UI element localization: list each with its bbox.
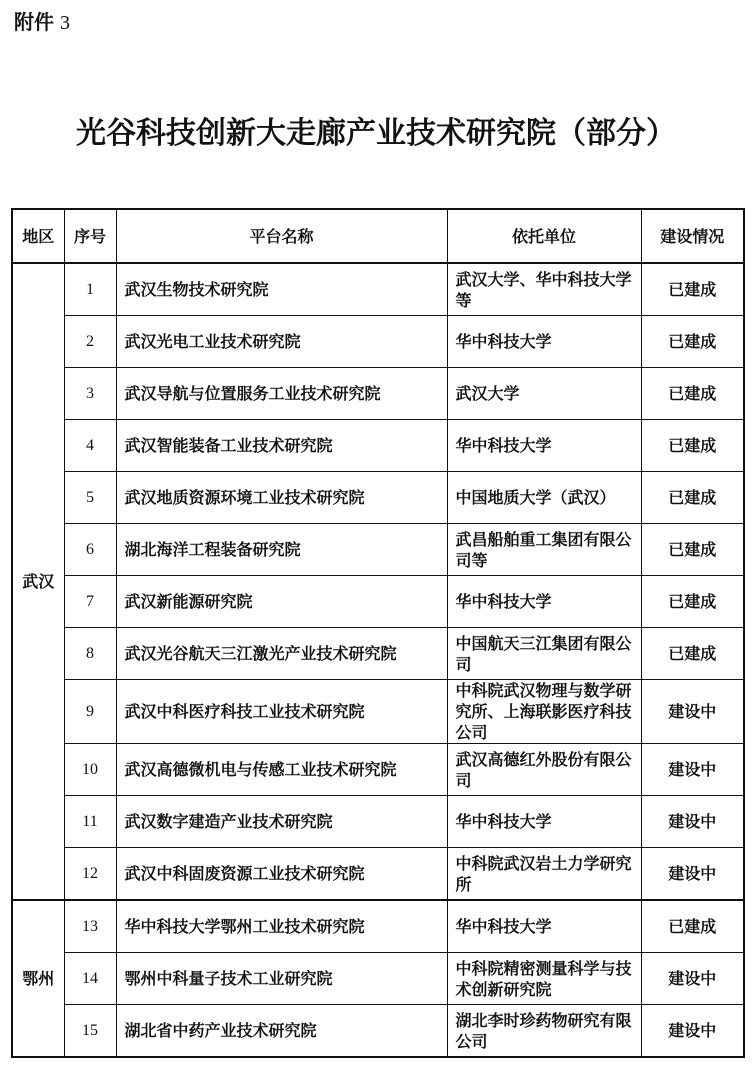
table-row (12, 524, 744, 576)
table-row (12, 900, 744, 953)
table-row (12, 263, 744, 316)
table-row (12, 848, 744, 901)
seq-cell: 10 (64, 744, 116, 796)
header-region: 地区 (12, 209, 64, 263)
header-unit: 依托单位 (447, 209, 641, 263)
platform-name-cell: 武汉数字建造产业技术研究院 (116, 796, 447, 848)
header-seq: 序号 (64, 209, 116, 263)
page-title: 光谷科技创新大走廊产业技术研究院（部分） (76, 116, 676, 151)
table-row (12, 744, 744, 796)
table-row (12, 680, 744, 744)
unit-cell: 武汉高德红外股份有限公司 (447, 744, 641, 796)
table-row (12, 796, 744, 848)
status-cell: 建设中 (641, 680, 744, 744)
region-cell: 武汉 (12, 263, 64, 900)
unit-cell: 华中科技大学 (447, 900, 641, 953)
unit-cell: 华中科技大学 (447, 796, 641, 848)
unit-cell: 中国航天三江集团有限公司 (447, 628, 641, 680)
platform-name-cell: 武汉生物技术研究院 (116, 263, 447, 316)
table-header-row (12, 209, 744, 263)
status-cell: 已建成 (641, 900, 744, 953)
platform-name-cell: 鄂州中科量子技术工业研究院 (116, 953, 447, 1005)
status-cell: 建设中 (641, 1005, 744, 1058)
header-name: 平台名称 (116, 209, 447, 263)
attachment-number: 3 (60, 12, 70, 34)
status-cell: 已建成 (641, 576, 744, 628)
status-cell: 已建成 (641, 420, 744, 472)
seq-cell: 9 (64, 680, 116, 744)
attachment-text: 附件 (14, 10, 54, 34)
seq-cell: 4 (64, 420, 116, 472)
status-cell: 已建成 (641, 316, 744, 368)
platform-name-cell: 武汉新能源研究院 (116, 576, 447, 628)
unit-cell: 华中科技大学 (447, 420, 641, 472)
table-row (12, 1005, 744, 1058)
unit-cell: 中科院武汉岩土力学研究所 (447, 848, 641, 901)
status-cell: 建设中 (641, 848, 744, 901)
table-row (12, 628, 744, 680)
table-row (12, 368, 744, 420)
seq-cell: 13 (64, 900, 116, 953)
platform-name-cell: 湖北省中药产业技术研究院 (116, 1005, 447, 1058)
seq-cell: 14 (64, 953, 116, 1005)
platform-name-cell: 武汉光谷航天三江激光产业技术研究院 (116, 628, 447, 680)
status-cell: 建设中 (641, 744, 744, 796)
table-row (12, 576, 744, 628)
platform-name-cell: 武汉中科固废资源工业技术研究院 (116, 848, 447, 901)
attachment-label (14, 6, 70, 35)
platform-name-cell: 武汉光电工业技术研究院 (116, 316, 447, 368)
seq-cell: 3 (64, 368, 116, 420)
status-cell: 建设中 (641, 953, 744, 1005)
platform-name-cell: 武汉地质资源环境工业技术研究院 (116, 472, 447, 524)
status-cell: 已建成 (641, 368, 744, 420)
table-row (12, 420, 744, 472)
status-cell: 已建成 (641, 524, 744, 576)
header-status: 建设情况 (641, 209, 744, 263)
table-row (12, 953, 744, 1005)
unit-cell: 华中科技大学 (447, 576, 641, 628)
region-cell: 鄂州 (12, 900, 64, 1057)
unit-cell: 华中科技大学 (447, 316, 641, 368)
unit-cell: 武昌船舶重工集团有限公司等 (447, 524, 641, 576)
unit-cell: 中科院精密测量科学与技术创新研究院 (447, 953, 641, 1005)
platform-name-cell: 武汉中科医疗科技工业技术研究院 (116, 680, 447, 744)
table-row (12, 472, 744, 524)
status-cell: 已建成 (641, 263, 744, 316)
seq-cell: 12 (64, 848, 116, 901)
unit-cell: 湖北李时珍药物研究有限公司 (447, 1005, 641, 1058)
platform-name-cell: 湖北海洋工程装备研究院 (116, 524, 447, 576)
unit-cell: 武汉大学 (447, 368, 641, 420)
platform-name-cell: 华中科技大学鄂州工业技术研究院 (116, 900, 447, 953)
platform-name-cell: 武汉高德微机电与传感工业技术研究院 (116, 744, 447, 796)
seq-cell: 2 (64, 316, 116, 368)
table-row (12, 316, 744, 368)
status-cell: 建设中 (641, 796, 744, 848)
status-cell: 已建成 (641, 628, 744, 680)
unit-cell: 武汉大学、华中科技大学等 (447, 263, 641, 316)
seq-cell: 15 (64, 1005, 116, 1058)
platform-name-cell: 武汉智能装备工业技术研究院 (116, 420, 447, 472)
seq-cell: 11 (64, 796, 116, 848)
platform-name-cell: 武汉导航与位置服务工业技术研究院 (116, 368, 447, 420)
unit-cell: 中科院武汉物理与数学研究所、上海联影医疗科技公司 (447, 680, 641, 744)
institutes-table (11, 208, 745, 1058)
seq-cell: 8 (64, 628, 116, 680)
seq-cell: 1 (64, 263, 116, 316)
status-cell: 已建成 (641, 472, 744, 524)
seq-cell: 5 (64, 472, 116, 524)
unit-cell: 中国地质大学（武汉） (447, 472, 641, 524)
seq-cell: 6 (64, 524, 116, 576)
seq-cell: 7 (64, 576, 116, 628)
